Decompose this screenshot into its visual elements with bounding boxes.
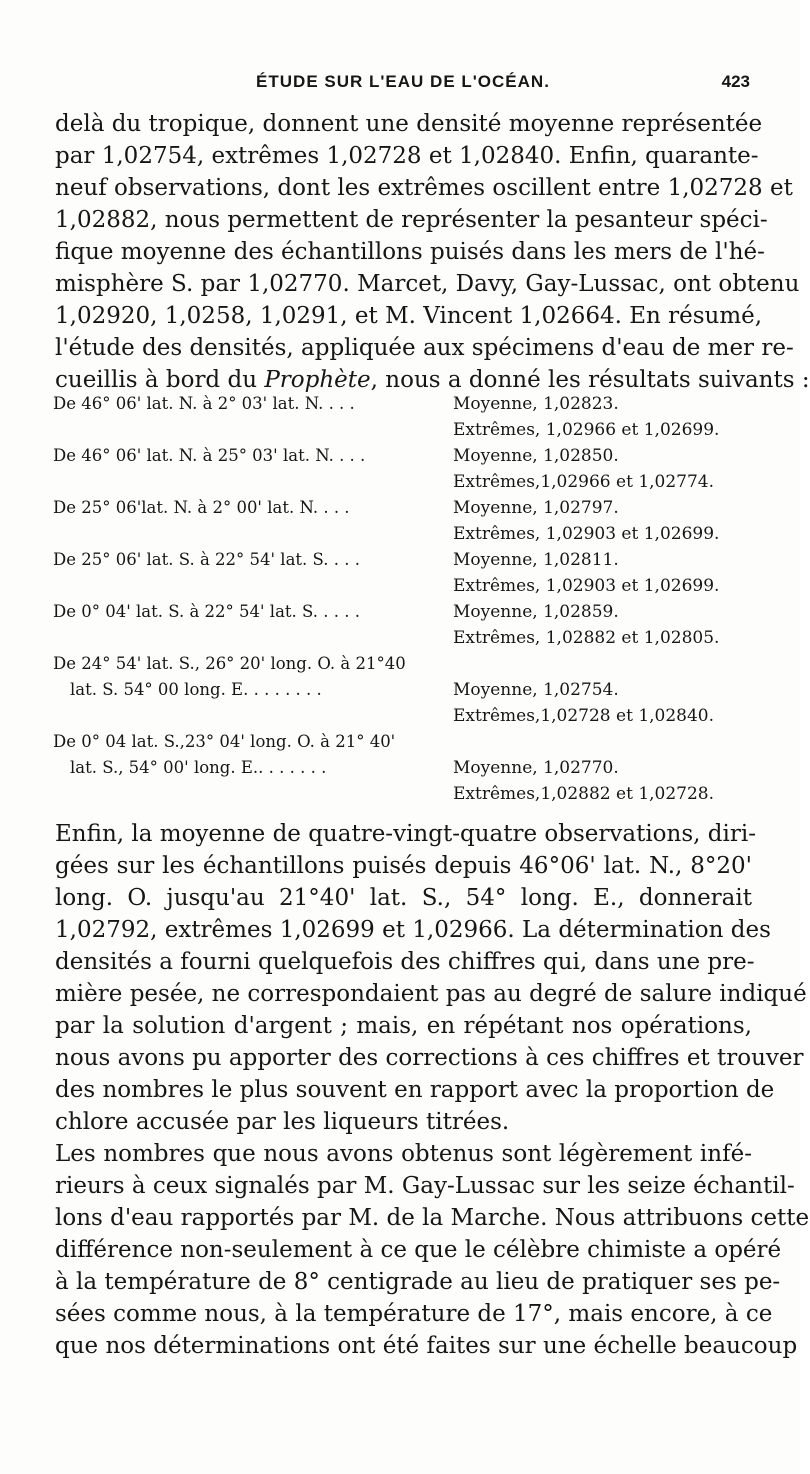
table-row xyxy=(53,729,753,755)
text-line: différence non-seulement à ce que le célèbre chimiste a opéré xyxy=(55,1237,782,1263)
density-results-table xyxy=(53,391,753,807)
text-line: misphère S. par 1,02770. Marcet, Davy, Gay-Lussac, ont obtenu xyxy=(55,271,800,297)
text-line: lons d'eau rapportés par M. de la Marche. Nous attribuons cette xyxy=(55,1205,810,1231)
table-row xyxy=(53,755,753,781)
text-line: 1,02792, extrêmes 1,02699 et 1,02966. La détermination des xyxy=(55,917,771,943)
text-line: par 1,02754, extrêmes 1,02728 et 1,02840. Enfin, quarante- xyxy=(55,143,759,169)
text-line: mière pesée, ne correspondaient pas au degré de salure indiqué xyxy=(55,981,807,1007)
table-row xyxy=(53,677,753,703)
table-row xyxy=(53,547,753,573)
page-header xyxy=(56,72,750,102)
table-row xyxy=(53,521,753,547)
text-line: par la solution d'argent ; mais, en répétant nos opérations, xyxy=(55,1013,752,1039)
text-line: à la température de 8° centigrade au lieu de pratiquer ses pe- xyxy=(55,1269,781,1295)
paragraph-comparison-gay-lussac xyxy=(55,1138,810,1362)
text-line: cueillis à bord du Prophète, nous a donné les résultats suivants : xyxy=(55,367,810,393)
paragraph-densities-summary xyxy=(55,108,810,396)
table-row xyxy=(53,443,753,469)
table-row xyxy=(53,495,753,521)
text-line: Les nombres que nous avons obtenus sont légèrement infé- xyxy=(55,1141,752,1167)
table-row xyxy=(53,625,753,651)
table-row xyxy=(53,391,753,417)
table-row xyxy=(53,781,753,807)
location-range: De 46° 06' lat. N. à 25° 03' lat. N. . . . xyxy=(53,446,366,465)
text-line: des nombres le plus souvent en rapport avec la proportion de xyxy=(55,1077,775,1103)
density-value: Moyenne, 1,02797. xyxy=(453,498,619,518)
text-line: rieurs à ceux signalés par M. Gay-Lussac sur les seize échantil- xyxy=(55,1173,795,1199)
text-line: long. O. jusqu'au 21°40' lat. S., 54° long. E., donnerait xyxy=(55,885,752,911)
text-line: 1,02920, 1,0258, 1,0291, et M. Vincent 1,02664. En résumé, xyxy=(55,303,763,329)
text-line: gées sur les échantillons puisés depuis 46°06' lat. N., 8°20' xyxy=(55,853,752,879)
table-row xyxy=(53,469,753,495)
table-row xyxy=(53,651,753,677)
location-range: lat. S. 54° 00 long. E. . . . . . . . xyxy=(70,680,322,699)
location-range: De 25° 06'lat. N. à 2° 00' lat. N. . . . xyxy=(53,498,350,517)
density-value: Extrêmes,1,02966 et 1,02774. xyxy=(453,472,715,492)
location-range: De 0° 04 lat. S.,23° 04' long. O. à 21° 40' xyxy=(53,732,396,751)
text-line: fique moyenne des échantillons puisés dans les mers de l'hé- xyxy=(55,239,765,265)
table-row xyxy=(53,599,753,625)
density-value: Moyenne, 1,02754. xyxy=(453,680,619,700)
table-row xyxy=(53,703,753,729)
density-value: Extrêmes, 1,02882 et 1,02805. xyxy=(453,628,720,648)
table-row xyxy=(53,573,753,599)
text-line: 1,02882, nous permettent de représenter la pesanteur spéci- xyxy=(55,207,768,233)
location-range: De 46° 06' lat. N. à 2° 03' lat. N. . . . xyxy=(53,394,355,413)
text-line: l'étude des densités, appliquée aux spécimens d'eau de mer re- xyxy=(55,335,794,361)
location-range: De 25° 06' lat. S. à 22° 54' lat. S. . . . xyxy=(53,550,360,569)
location-range: lat. S., 54° 00' long. E.. . . . . . . xyxy=(70,758,327,777)
table-row xyxy=(53,417,753,443)
density-value: Extrêmes, 1,02903 et 1,02699. xyxy=(453,524,720,544)
text-line: delà du tropique, donnent une densité moyenne représentée xyxy=(55,111,763,137)
density-value: Moyenne, 1,02811. xyxy=(453,550,619,570)
density-value: Moyenne, 1,02859. xyxy=(453,602,619,622)
density-value: Extrêmes,1,02728 et 1,02840. xyxy=(453,706,715,726)
density-value: Extrêmes, 1,02966 et 1,02699. xyxy=(453,420,720,440)
density-value: Moyenne, 1,02823. xyxy=(453,394,619,414)
density-value: Extrêmes,1,02882 et 1,02728. xyxy=(453,784,715,804)
text-line: densités a fourni quelquefois des chiffres qui, dans une pre- xyxy=(55,949,755,975)
text-line: sées comme nous, à la température de 17°, mais encore, à ce xyxy=(55,1301,773,1327)
text-line: que nos déterminations ont été faites sur une échelle beaucoup xyxy=(55,1333,798,1359)
text-line: Enfin, la moyenne de quatre-vingt-quatre observations, diri- xyxy=(55,821,756,847)
density-value: Moyenne, 1,02850. xyxy=(453,446,619,466)
location-range: De 24° 54' lat. S., 26° 20' long. O. à 21°40 xyxy=(53,654,406,673)
text-line: nous avons pu apporter des corrections à ces chiffres et trouver xyxy=(55,1045,804,1071)
density-value: Extrêmes, 1,02903 et 1,02699. xyxy=(453,576,720,596)
page-number: 423 xyxy=(721,72,750,91)
running-title: ÉTUDE SUR L'EAU DE L'OCÉAN. xyxy=(256,72,550,91)
text-line: chlore accusée par les liqueurs titrées. xyxy=(55,1109,510,1135)
text-line: neuf observations, dont les extrêmes oscillent entre 1,02728 et xyxy=(55,175,793,201)
density-value: Moyenne, 1,02770. xyxy=(453,758,619,778)
location-range: De 0° 04' lat. S. à 22° 54' lat. S. . . . . xyxy=(53,602,360,621)
paragraph-overall-average xyxy=(55,818,807,1138)
